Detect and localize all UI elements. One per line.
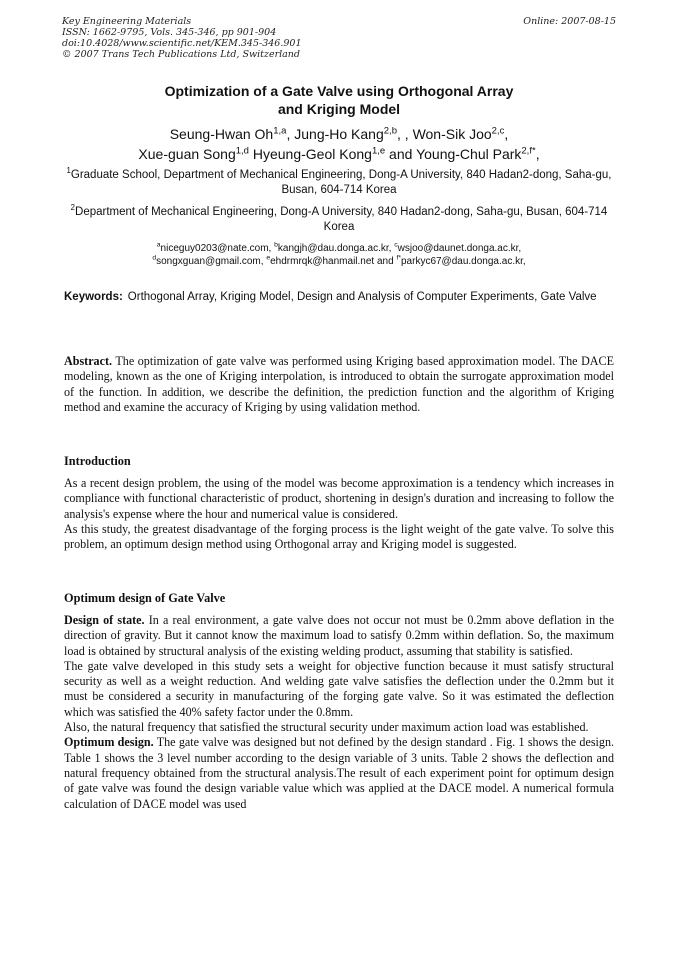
author-name: Jung-Ho Kang	[294, 126, 384, 142]
introduction-body	[64, 476, 614, 552]
affiliation-1	[64, 168, 614, 198]
optimum-design-body	[64, 613, 614, 812]
email-link[interactable]: ehdrmrqk@hanmail.net and	[270, 256, 397, 267]
keywords-block	[64, 290, 614, 304]
author-name: Young-Chul Park	[416, 146, 522, 162]
email-line-1	[64, 242, 614, 255]
paragraph: As a recent design problem, the using of the model was become approximation is a tendency which increases in compliance with functional characteristic of product, shortening in design's duration and increasing to follow the analysis's expense where the hour and numerical value is considered.	[64, 476, 614, 521]
author-list	[64, 124, 614, 164]
keywords-text: Orthogonal Array, Kriging Model, Design and Analysis of Computer Experiments, Gate Valve	[127, 291, 597, 303]
doi-line[interactable]: doi:10.4028/www.scientific.net/KEM.345-346.901	[62, 38, 302, 49]
paragraph	[64, 613, 614, 659]
online-date: Online: 2007-08-15	[523, 16, 616, 27]
paragraph-text: The gate valve was designed but not defined by the design standard . Fig. 1 shows the design. Table 1 shows the 3 level number according to the design variable of 3 units. Table 2 shows the deflection and natural frequency obtained from the structural analysis.The result of each experiment point for optimum design of gate valve was found the design variable value which was applied at the DACE model. A numerical formula calculation of DACE model was used	[64, 735, 615, 811]
paragraph: Also, the natural frequency that satisfied the structural security under maximum action load was established.	[64, 720, 589, 735]
abstract	[64, 354, 614, 415]
email-sup: a	[156, 241, 161, 249]
author-name: Won-Sik Joo	[412, 126, 492, 142]
author-separator: ,	[504, 126, 509, 142]
affiliation-number: 2	[70, 203, 76, 213]
author-line-1	[64, 124, 614, 144]
abstract-paragraph	[64, 354, 614, 415]
author-affil-sup: 2,c	[491, 125, 505, 137]
author-separator: and	[385, 146, 417, 162]
author-affil-sup: 1,e	[371, 145, 386, 157]
affiliation-text: Graduate School, Department of Mechanical Engineering, Dong-A University, 840 Hadan2-dong, Saha-gu, Busan, 604-714 Korea	[70, 169, 612, 196]
email-list	[64, 242, 614, 268]
copyright-line: © 2007 Trans Tech Publications Ltd, Switzerland	[62, 49, 301, 60]
affiliation-2	[64, 205, 614, 235]
abstract-label: Abstract.	[64, 354, 113, 368]
journal-name: Key Engineering Materials	[62, 16, 192, 27]
email-sup: e	[266, 254, 271, 262]
paragraph: The gate valve developed in this study sets a weight for objective function because it must satisfy structural security as well as a weight reduction. And welding gate valve satisfies the deflection under the 0.2mm but it must be considered a security in manufacturing of the forging gate valve. So it was estimated the deflection which was satisfied the 40% safety factor under the 0.8mm.	[64, 658, 614, 719]
email-link[interactable]: parkyc67@dau.donga.ac.kr,	[400, 256, 526, 267]
section-heading-optimum-design: Optimum design of Gate Valve	[64, 591, 226, 605]
author-affil-sup: 1,d	[235, 145, 249, 157]
section-heading-introduction: Introduction	[64, 454, 131, 468]
author-separator: ,	[535, 146, 540, 162]
email-sup: c	[394, 241, 398, 249]
paragraph	[64, 735, 614, 811]
runin-heading: Design of state.	[64, 613, 145, 627]
email-sup: b	[274, 241, 278, 249]
keywords-label: Keywords:	[64, 291, 123, 303]
author-name: Seung-Hwan Oh	[169, 126, 274, 142]
email-line-2	[64, 255, 614, 268]
affiliation-text: Department of Mechanical Engineering, Dong-A University, 840 Hadan2-dong, Saha-gu, Busan, 604-714 Korea	[75, 206, 608, 233]
email-link[interactable]: niceguy0203@nate.com,	[160, 243, 275, 254]
email-link[interactable]: songxguan@gmail.com,	[156, 256, 267, 267]
paragraph-text: In a real environment, a gate valve does not occur not must be 0.2mm above deflation in the direction of gravity. But it cannot know the maximum load to satisfy 0.2mm within deflation. So, the maximum load is obtained by structural analysis of the existing welding product, assuming that stability is satisfied.	[64, 613, 614, 658]
author-separator: ,	[286, 126, 295, 142]
email-link[interactable]: wsjoo@daunet.donga.ac.kr,	[397, 243, 522, 254]
title-line-1: Optimization of a Gate Valve using Orthogonal Array	[164, 83, 514, 99]
author-separator: , ,	[397, 126, 413, 142]
email-link[interactable]: kangjh@dau.donga.ac.kr,	[277, 243, 395, 254]
runin-heading: Optimum design.	[64, 735, 154, 750]
issn-line: ISSN: 1662-9795, Vols. 345-346, pp 901-904	[62, 27, 277, 38]
author-affil-sup: 2,b	[383, 125, 397, 137]
paragraph: As this study, the greatest disadvantage of the forging process is the light weight of the gate valve. To solve this problem, an optimum design method using Orthogonal array and Kriging model is suggested.	[64, 521, 614, 552]
author-affil-sup: 2,f*	[521, 145, 536, 157]
affiliation-number: 1	[66, 166, 71, 176]
author-line-2	[64, 144, 614, 164]
author-affil-sup: 1,a	[273, 125, 287, 137]
author-name: Xue-guan Song	[138, 146, 236, 162]
abstract-text: The optimization of gate valve was performed using Kriging based approximation model. The DACE modeling, known as the one of Kriging interpolation, is introduced to obtain the surrogate approximation model of the function. In addition, we describe the definition, the prediction function and the algorithm of Kriging method and examine the accuracy of Kriging by using validation method.	[64, 354, 614, 414]
author-name: Hyeung-Geol Kong	[252, 146, 372, 162]
paper-title	[64, 82, 614, 118]
email-sup: d	[152, 254, 157, 262]
journal-header	[62, 16, 462, 60]
email-sup: f*	[396, 254, 401, 262]
title-line-2: and Kriging Model	[277, 101, 401, 117]
